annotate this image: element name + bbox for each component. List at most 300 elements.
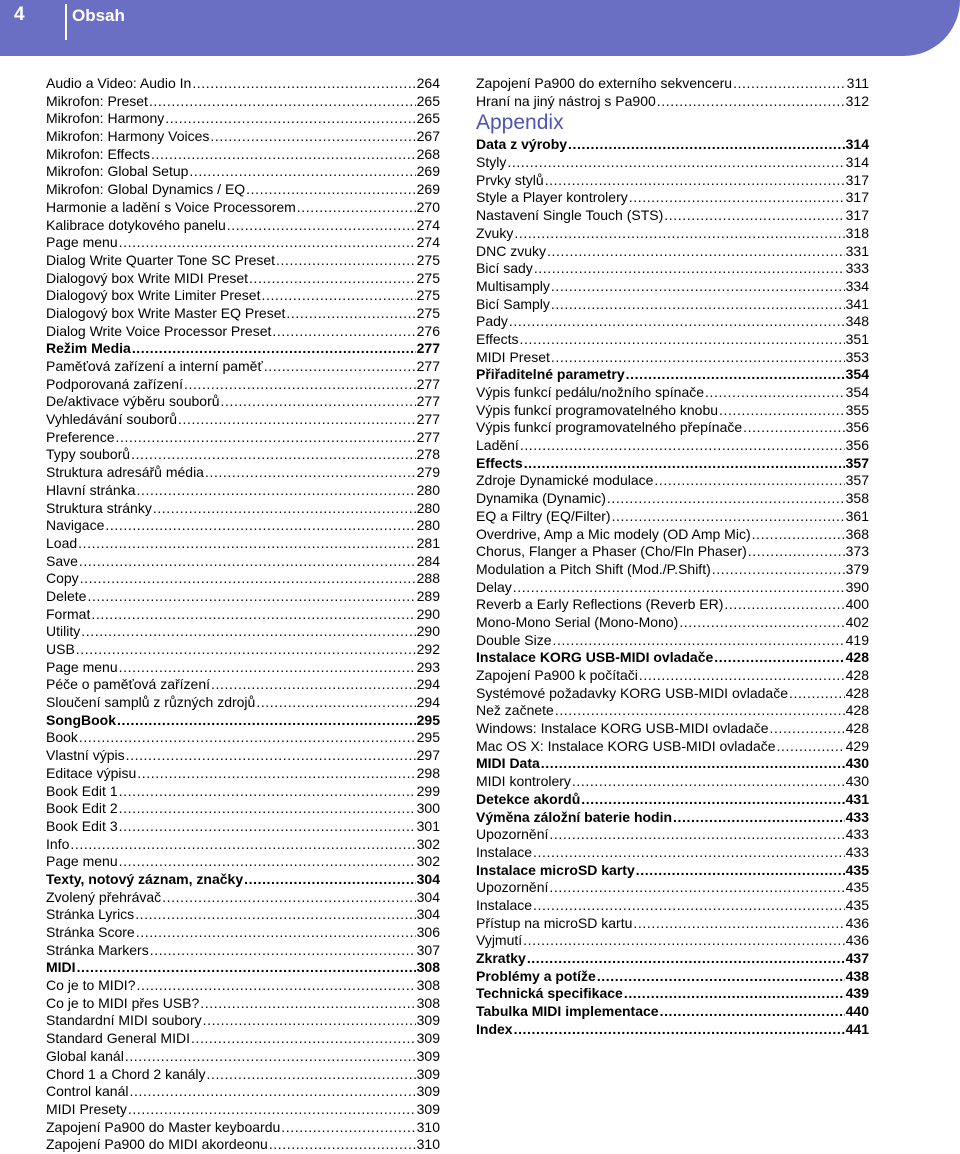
entry-title: Problémy a potíže [476, 967, 596, 984]
entry-title: Než začnete [476, 702, 554, 719]
toc-entry[interactable] [46, 429, 440, 447]
toc-entry[interactable] [476, 296, 869, 314]
dot-leader [581, 791, 844, 809]
entry-title: MIDI [46, 959, 76, 976]
entry-title: Page menu [46, 234, 118, 251]
toc-entry[interactable] [46, 1030, 440, 1048]
entry-title: Book [46, 729, 78, 746]
entry-title: Typy souborů [46, 446, 131, 463]
toc-entry[interactable] [46, 942, 440, 960]
dot-leader [551, 296, 845, 314]
dot-leader [597, 968, 845, 986]
toc-entry[interactable] [46, 1119, 440, 1137]
entry-title: Zapojení Pa900 do externího sekvenceru [476, 75, 733, 91]
toc-entry[interactable] [46, 747, 440, 765]
entry-title: Load [46, 534, 78, 551]
dot-leader [549, 879, 844, 897]
entry-page: 297 [416, 747, 440, 764]
toc-entry[interactable] [46, 305, 440, 323]
entry-title: Mikrofon: Harmony Voices [46, 128, 210, 145]
toc-entry[interactable] [46, 199, 440, 217]
toc-entry[interactable] [476, 561, 869, 579]
entry-title: MIDI Data [476, 755, 540, 772]
toc-entry[interactable] [46, 606, 440, 624]
toc-entry[interactable] [46, 995, 440, 1013]
toc-entry[interactable] [476, 862, 869, 880]
entry-page: 390 [845, 578, 869, 595]
toc-entry[interactable] [476, 278, 869, 296]
toc-entry[interactable] [46, 836, 440, 854]
entry-title: Stránka Lyrics [46, 906, 135, 923]
toc-entry[interactable] [476, 419, 869, 437]
toc-entry[interactable] [476, 225, 869, 243]
toc-entry[interactable] [476, 331, 869, 349]
entry-page: 277 [416, 375, 440, 392]
entry-title: Kalibrace dotykového panelu [46, 216, 226, 233]
toc-entry[interactable] [46, 146, 440, 164]
entry-title: Format [46, 605, 91, 622]
toc-entry[interactable] [46, 234, 440, 252]
toc-entry[interactable] [476, 154, 869, 172]
toc-entry[interactable] [46, 765, 440, 783]
toc-entry[interactable] [476, 437, 869, 455]
toc-entry[interactable] [46, 217, 440, 235]
section-title: Obsah [72, 6, 125, 25]
toc-entry[interactable] [46, 482, 440, 500]
entry-page: 436 [845, 932, 869, 949]
entry-page: 304 [416, 888, 440, 905]
dot-leader [81, 623, 415, 641]
entry-page: 309 [416, 1083, 440, 1100]
entry-title: Systémové požadavky KORG USB-MIDI ovladače [476, 684, 789, 701]
entry-title: Book Edit 2 [46, 800, 118, 817]
toc-entry[interactable] [46, 588, 440, 606]
entry-title: De/aktivace výběru souborů [46, 393, 220, 410]
entry-title: Index [476, 1020, 513, 1037]
toc-entry[interactable] [476, 950, 869, 968]
entry-title: Preference [46, 428, 115, 445]
toc-entry[interactable] [46, 323, 440, 341]
page-header [0, 0, 960, 56]
toc-entry[interactable] [46, 712, 440, 730]
entry-page: 334 [845, 277, 869, 294]
dot-leader [119, 783, 416, 801]
dot-leader [733, 75, 846, 93]
dot-leader [119, 234, 416, 252]
entry-page: 355 [845, 401, 869, 418]
toc-entry[interactable] [476, 685, 869, 703]
toc-entry[interactable] [476, 207, 869, 225]
entry-title: EQ a Filtry (EQ/Filter) [476, 507, 611, 524]
entry-title: Reverb a Early Reflections (Reverb ER) [476, 596, 724, 613]
entry-page: 317 [845, 207, 869, 224]
toc-entry[interactable] [476, 93, 869, 111]
toc-entry[interactable] [46, 340, 440, 358]
dot-leader [136, 482, 415, 500]
dot-leader [513, 579, 845, 597]
toc-entry[interactable] [476, 596, 869, 614]
dot-leader [192, 75, 415, 93]
toc-entry[interactable] [476, 260, 869, 278]
dot-leader [256, 694, 415, 712]
dot-leader [79, 553, 416, 571]
entry-title: Chorus, Flanger a Phaser (Cho/Fln Phaser) [476, 543, 747, 560]
toc-entry[interactable] [46, 1101, 440, 1119]
toc-entry[interactable] [476, 985, 869, 1003]
dot-leader [136, 977, 415, 995]
entry-title: Instalace KORG USB-MIDI ovladače [476, 649, 714, 666]
dot-leader [673, 809, 845, 827]
toc-entry[interactable] [46, 818, 440, 836]
toc-entry[interactable] [46, 783, 440, 801]
entry-page: 265 [416, 110, 440, 127]
dot-leader [743, 419, 844, 437]
toc-entry[interactable] [476, 384, 869, 402]
toc-entry[interactable] [476, 189, 869, 207]
entry-page: 312 [845, 92, 869, 109]
entry-title: Prvky stylů [476, 171, 544, 188]
toc-entry[interactable] [476, 1003, 869, 1021]
toc-entry[interactable] [46, 75, 440, 93]
entry-title: Dialog Write Voice Processor Preset [46, 322, 272, 339]
toc-entry[interactable] [476, 632, 869, 650]
toc-entry[interactable] [476, 738, 869, 756]
toc-entry[interactable] [46, 853, 440, 871]
entry-page: 358 [845, 490, 869, 507]
toc-entry[interactable] [476, 932, 869, 950]
toc-entry[interactable] [46, 924, 440, 942]
toc-entry[interactable] [476, 543, 869, 561]
toc-entry[interactable] [476, 844, 869, 862]
toc-entry[interactable] [476, 526, 869, 544]
entry-page: 292 [416, 641, 440, 657]
toc-entry[interactable] [46, 977, 440, 995]
entry-page: 356 [845, 437, 869, 454]
toc-entry[interactable] [46, 889, 440, 907]
toc-entry[interactable] [476, 349, 869, 367]
toc-entry[interactable] [46, 535, 440, 553]
page-number: 4 [14, 4, 25, 25]
entry-title: Vlastní výpis [46, 747, 125, 764]
entry-title: Navigace [46, 517, 105, 534]
dot-leader [626, 366, 845, 384]
entry-page: 436 [845, 914, 869, 931]
entry-page: 275 [416, 269, 440, 286]
toc-entry[interactable] [476, 136, 869, 154]
entry-title: Mono-Mono Serial (Mono-Mono) [476, 613, 679, 630]
toc-entry[interactable] [46, 1136, 440, 1154]
toc-entry[interactable] [46, 694, 440, 712]
dot-leader [150, 942, 416, 960]
toc-entry[interactable] [476, 826, 869, 844]
toc-entry[interactable] [46, 270, 440, 288]
toc-entry[interactable] [46, 959, 440, 977]
entry-page: 290 [416, 605, 440, 622]
toc-entry[interactable] [476, 508, 869, 526]
toc-entry[interactable] [476, 490, 869, 508]
dot-leader [105, 517, 415, 535]
toc-entry[interactable] [46, 163, 440, 181]
dot-leader [654, 472, 844, 490]
toc-entry[interactable] [46, 376, 440, 394]
toc-entry[interactable] [476, 649, 869, 667]
dot-leader [507, 154, 844, 172]
entry-page: 435 [845, 896, 869, 913]
toc-entry[interactable] [476, 968, 869, 986]
dot-leader [534, 260, 845, 278]
dot-leader [269, 1136, 416, 1154]
entry-page: 269 [416, 163, 440, 180]
entry-title: Paměťová zařízení a interní paměť [46, 358, 263, 374]
toc-entry[interactable] [476, 172, 869, 190]
entry-title: Hlavní stránka [46, 481, 136, 498]
entry-page: 310 [416, 1136, 440, 1153]
dot-leader [286, 305, 415, 323]
toc-entry[interactable] [476, 755, 869, 773]
entry-title: Hraní na jiný nástroj s Pa900 [476, 92, 656, 109]
entry-title: Tabulka MIDI implementace [476, 1003, 659, 1020]
entry-title: Info [46, 835, 70, 852]
entry-page: 294 [416, 676, 440, 693]
toc-entry[interactable] [476, 702, 869, 720]
entry-page: 438 [845, 967, 869, 984]
entry-page: 435 [845, 879, 869, 896]
dot-leader [153, 500, 416, 518]
entry-title: Mikrofon: Harmony [46, 110, 165, 127]
dot-leader [117, 712, 416, 730]
dot-leader [712, 561, 845, 579]
toc-entry[interactable] [46, 553, 440, 571]
entry-title: Nastavení Single Touch (STS) [476, 207, 664, 224]
toc-entry[interactable] [476, 809, 869, 827]
entry-title: Vyjmutí [476, 932, 523, 949]
entry-title: Podporovaná zařízení [46, 375, 183, 392]
dot-leader [520, 331, 845, 349]
dot-leader [178, 411, 416, 429]
dot-leader [135, 906, 415, 924]
toc-entry[interactable] [46, 676, 440, 694]
dot-leader [551, 278, 845, 296]
entry-page: 429 [845, 737, 869, 754]
toc-entry[interactable] [46, 393, 440, 411]
toc-entry[interactable] [46, 464, 440, 482]
toc-entry[interactable] [46, 93, 440, 111]
toc-entry[interactable] [476, 455, 869, 473]
toc-entry[interactable] [476, 313, 869, 331]
entry-title: SongBook [46, 711, 116, 728]
toc-entry[interactable] [476, 915, 869, 933]
dot-leader [551, 349, 845, 367]
toc-entry[interactable] [46, 623, 440, 641]
dot-leader [624, 985, 845, 1003]
dot-leader [70, 836, 415, 854]
toc-entry[interactable] [476, 773, 869, 791]
dot-leader [119, 659, 416, 677]
toc-entry[interactable] [46, 500, 440, 518]
entry-title: Režim Media [46, 340, 131, 357]
dot-leader [115, 429, 415, 447]
dot-leader [527, 950, 845, 968]
dot-leader [78, 535, 415, 553]
entry-title: Stránka Markers [46, 941, 149, 958]
toc-entry[interactable] [46, 659, 440, 677]
entry-page: 433 [845, 843, 869, 860]
entry-page: 428 [845, 684, 869, 701]
entry-page: 311 [846, 75, 869, 91]
dot-leader [633, 915, 844, 933]
entry-title: Control kanál [46, 1083, 129, 1100]
entry-page: 299 [416, 782, 440, 799]
toc-entry[interactable] [476, 614, 869, 632]
toc-entry[interactable] [46, 1012, 440, 1030]
toc-entry[interactable] [476, 791, 869, 809]
toc-entry[interactable] [46, 181, 440, 199]
dot-leader [547, 243, 845, 261]
toc-entry[interactable] [476, 366, 869, 384]
toc-entry[interactable] [46, 1066, 440, 1084]
dot-leader [533, 897, 845, 915]
toc-entry[interactable] [46, 800, 440, 818]
entry-title: Effects [476, 454, 523, 471]
toc-entry[interactable] [46, 1083, 440, 1101]
toc-entry[interactable] [476, 897, 869, 915]
toc-entry[interactable] [476, 579, 869, 597]
entry-page: 430 [845, 755, 869, 772]
toc-entry[interactable] [46, 517, 440, 535]
entry-title: Sloučení samplů z různých zdrojů [46, 694, 256, 711]
entry-title: Zapojení Pa900 do MIDI akordeonu [46, 1136, 268, 1153]
entry-title: Effects [476, 330, 519, 347]
entry-page: 277 [416, 411, 440, 428]
entry-title: Global kanál [46, 1047, 124, 1064]
entry-page: 357 [845, 472, 869, 489]
dot-leader [137, 765, 415, 783]
entry-page: 290 [416, 623, 440, 640]
entry-title: Save [46, 552, 78, 569]
entry-title: Výměna záložní baterie hodin [476, 808, 673, 825]
dot-leader [524, 455, 845, 473]
dot-leader [184, 376, 416, 394]
entry-title: Mikrofon: Global Dynamics / EQ [46, 181, 246, 198]
entry-title: Struktura adresářů média [46, 464, 204, 481]
entry-page: 317 [845, 171, 869, 188]
dot-leader [200, 995, 415, 1013]
dot-leader [76, 641, 416, 659]
toc-entry[interactable] [46, 871, 440, 889]
entry-title: USB [46, 641, 75, 657]
toc-entry[interactable] [46, 570, 440, 588]
entry-page: 302 [416, 853, 440, 870]
entry-page: 265 [416, 92, 440, 109]
toc-entry[interactable] [476, 402, 869, 420]
entry-page: 275 [416, 251, 440, 268]
entry-page: 304 [416, 870, 440, 887]
toc-entry[interactable] [476, 879, 869, 897]
entry-title: Ladění [476, 437, 519, 454]
dot-leader [87, 588, 415, 606]
entry-title: Page menu [46, 658, 118, 675]
header-divider [65, 4, 67, 40]
entry-page: 430 [845, 773, 869, 790]
entry-title: Výpis funkcí programovatelného knobu [476, 401, 719, 418]
entry-title: MIDI Presety [46, 1100, 127, 1117]
dot-leader [612, 508, 845, 526]
toc-entry[interactable] [46, 411, 440, 429]
toc-entry[interactable] [46, 1048, 440, 1066]
dot-leader [629, 189, 845, 207]
toc-entry[interactable] [46, 252, 440, 270]
dot-leader [211, 676, 416, 694]
dot-leader [189, 163, 415, 181]
entry-title: Přístup na microSD kartu [476, 914, 633, 931]
dot-leader [297, 199, 416, 217]
toc-right-top [476, 75, 869, 110]
dot-leader [705, 384, 845, 402]
toc-entry[interactable] [476, 667, 869, 685]
entry-page: 277 [416, 358, 440, 374]
toc-entry[interactable] [46, 906, 440, 924]
dot-leader [514, 225, 844, 243]
entry-title: MIDI kontrolery [476, 773, 571, 790]
entry-page: 301 [416, 817, 440, 834]
entry-page: 433 [845, 808, 869, 825]
toc-entry[interactable] [46, 358, 440, 376]
dot-leader [91, 606, 415, 624]
entry-title: Dialogový box Write Limiter Preset [46, 287, 261, 304]
dot-leader [119, 818, 416, 836]
entry-title: Zvolený přehrávač [46, 888, 162, 905]
entry-page: 278 [416, 446, 440, 463]
toc-entry[interactable] [46, 110, 440, 128]
entry-page: 284 [416, 552, 440, 569]
entry-page: 307 [416, 941, 440, 958]
toc-entry[interactable] [476, 243, 869, 261]
toc-entry[interactable] [46, 729, 440, 747]
entry-title: Multisamply [476, 277, 550, 294]
entry-page: 280 [416, 499, 440, 516]
toc-entry[interactable] [46, 641, 440, 659]
toc-entry[interactable] [46, 128, 440, 146]
dot-leader [119, 853, 416, 871]
toc-entry[interactable] [476, 75, 869, 93]
toc-right-column [476, 75, 869, 1038]
toc-entry[interactable] [476, 472, 869, 490]
dot-leader [639, 667, 845, 685]
entry-page: 431 [845, 790, 869, 807]
toc-entry[interactable] [476, 720, 869, 738]
toc-entry[interactable] [46, 446, 440, 464]
dot-leader [276, 252, 416, 270]
entry-page: 280 [416, 481, 440, 498]
entry-page: 275 [416, 304, 440, 321]
entry-page: 440 [845, 1003, 869, 1020]
dot-leader [679, 614, 844, 632]
entry-page: 277 [416, 428, 440, 445]
entry-title: Copy [46, 570, 79, 587]
entry-title: Pady [476, 313, 508, 330]
entry-title: Struktura stránky [46, 499, 152, 516]
entry-title: Editace výpisu [46, 764, 137, 781]
dot-leader [191, 1030, 416, 1048]
entry-page: 298 [416, 764, 440, 781]
entry-page: 357 [845, 454, 869, 471]
entry-title: Technická specifikace [476, 985, 623, 1002]
entry-page: 280 [416, 517, 440, 534]
entry-title: Page menu [46, 853, 118, 870]
toc-entry[interactable] [476, 1021, 869, 1039]
toc-entry[interactable] [46, 287, 440, 305]
entry-page: 354 [845, 384, 869, 400]
